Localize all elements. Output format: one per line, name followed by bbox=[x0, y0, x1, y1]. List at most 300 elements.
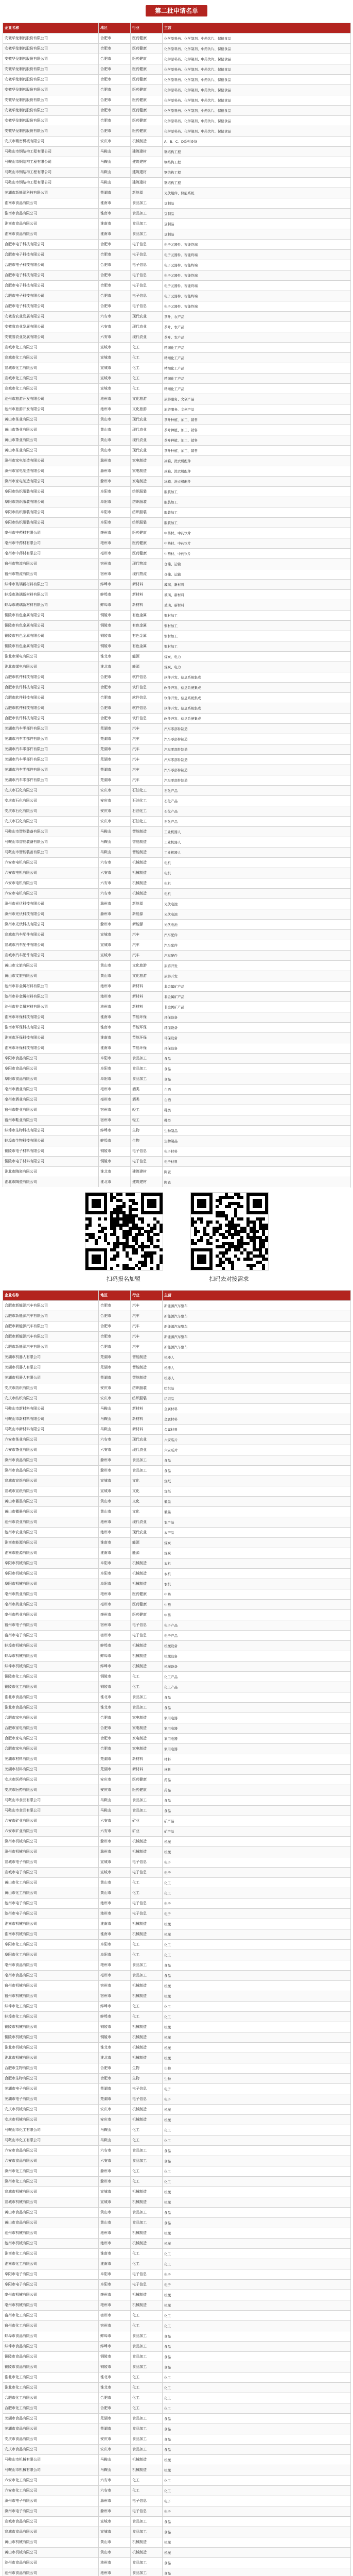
company-name-cell: 合肥市软件科技有限公司 bbox=[3, 714, 99, 724]
table-row bbox=[3, 1352, 351, 1363]
column-header: 主营 bbox=[163, 23, 351, 33]
company-name-cell: 淮北市化工有限公司 bbox=[3, 2383, 99, 2393]
table-row bbox=[3, 2311, 351, 2321]
business-cell: 电子 bbox=[163, 2280, 351, 2290]
company-name-cell: 铜陵市有色金属有限公司 bbox=[3, 621, 99, 631]
region-cell: 合肥市 bbox=[99, 44, 131, 54]
region-cell: 阜阳市 bbox=[99, 518, 131, 528]
company-name-cell: 合肥市软件科技有限公司 bbox=[3, 703, 99, 714]
business-cell: 化学原料药、化学制剂、中药饮片、保健食品 bbox=[163, 95, 351, 106]
table-row bbox=[3, 2269, 351, 2280]
table-row bbox=[3, 1538, 351, 1548]
region-cell: 安庆市 bbox=[99, 137, 131, 147]
company-name-cell: 宿州市机械有限公司 bbox=[3, 1981, 99, 1991]
business-cell: 旅游开发 bbox=[163, 971, 351, 981]
table-row bbox=[3, 1940, 351, 1950]
business-cell: 机械 bbox=[163, 2022, 351, 2032]
business-cell: 六安瓜片 bbox=[163, 1435, 351, 1445]
company-name-cell: 淮南市食品有限公司 bbox=[3, 209, 99, 219]
business-cell: 石化产品 bbox=[163, 796, 351, 806]
industry-cell: 食品加工 bbox=[131, 1466, 163, 1476]
industry-cell: 化工 bbox=[131, 2403, 163, 2414]
table-row bbox=[3, 2331, 351, 2342]
table-row bbox=[3, 281, 351, 291]
industry-cell: 能源 bbox=[131, 652, 163, 662]
business-cell: 食品 bbox=[163, 1692, 351, 1703]
table-row bbox=[3, 1734, 351, 1744]
table-row bbox=[3, 456, 351, 466]
table-row bbox=[3, 2290, 351, 2300]
company-name-cell: 淮南市化工有限公司 bbox=[3, 2249, 99, 2259]
region-cell: 黄山市 bbox=[99, 415, 131, 425]
business-cell: 机械 bbox=[163, 2197, 351, 2208]
table-row bbox=[3, 2063, 351, 2074]
company-name-cell: 淮南市食品有限公司 bbox=[3, 198, 99, 209]
industry-cell: 机械制造 bbox=[131, 2548, 163, 2558]
industry-cell: 电子信息 bbox=[131, 1868, 163, 1878]
industry-cell: 食品加工 bbox=[131, 1692, 163, 1703]
table-row bbox=[3, 580, 351, 590]
table-row bbox=[3, 446, 351, 456]
business-cell: 石化产品 bbox=[163, 806, 351, 817]
company-name-cell: 铜陵市有色金属有限公司 bbox=[3, 611, 99, 621]
business-cell: 非金属矿产品 bbox=[163, 992, 351, 1002]
table-row bbox=[3, 1631, 351, 1641]
table-row bbox=[3, 157, 351, 167]
join-qr-code[interactable] bbox=[85, 1192, 163, 1270]
region-cell: 安庆市 bbox=[99, 806, 131, 817]
industry-cell: 电子信息 bbox=[131, 240, 163, 250]
business-cell: 食品 bbox=[163, 1960, 351, 1971]
region-cell: 合肥市 bbox=[99, 703, 131, 714]
company-name-cell: 宿州市化工有限公司 bbox=[3, 2321, 99, 2331]
business-cell: 化学原料药、化学制剂、中药饮片、保健食品 bbox=[163, 85, 351, 95]
business-cell: 环保设备 bbox=[163, 1033, 351, 1043]
table-row bbox=[3, 1167, 351, 1177]
region-cell: 六安市 bbox=[99, 868, 131, 878]
table-row bbox=[3, 1012, 351, 1023]
business-cell: 光伏电池 bbox=[163, 909, 351, 920]
industry-cell: 化工 bbox=[131, 374, 163, 384]
table-row bbox=[3, 1868, 351, 1878]
table-row bbox=[3, 435, 351, 446]
region-cell: 铜陵市 bbox=[99, 2352, 131, 2362]
company-name-cell: 安徽华龙制药股份有限公司 bbox=[3, 95, 99, 106]
table-row bbox=[3, 1023, 351, 1033]
company-name-cell: 亳州市食品有限公司 bbox=[3, 1960, 99, 1971]
industry-cell: 软件信息 bbox=[131, 672, 163, 683]
company-name-cell: 阜阳市化工有限公司 bbox=[3, 1950, 99, 1960]
company-name-cell: 淮北市机械有限公司 bbox=[3, 2043, 99, 2053]
business-cell: 玻璃、新材料 bbox=[163, 590, 351, 600]
region-cell: 滁州市 bbox=[99, 2506, 131, 2517]
column-header: 企业名称 bbox=[3, 23, 99, 33]
company-name-cell: 宣城市化工有限公司 bbox=[3, 343, 99, 353]
company-name-cell: 阜阳市食品有限公司 bbox=[3, 1064, 99, 1074]
business-cell: 汽车零部件制造 bbox=[163, 744, 351, 755]
company-table bbox=[3, 1290, 351, 2576]
industry-cell: 机械制造 bbox=[131, 1991, 163, 2002]
region-cell: 合肥市 bbox=[99, 33, 131, 44]
table-row bbox=[3, 301, 351, 312]
table-row bbox=[3, 343, 351, 353]
business-cell: 机械 bbox=[163, 2465, 351, 2476]
business-cell: 化工 bbox=[163, 2486, 351, 2496]
industry-cell: 电子信息 bbox=[131, 2506, 163, 2517]
industry-cell: 轻工 bbox=[131, 1105, 163, 1115]
company-name-cell: 安庆市精密机械有限公司 bbox=[3, 137, 99, 147]
table-row bbox=[3, 394, 351, 404]
industry-cell: 能源 bbox=[131, 1548, 163, 1558]
table-row bbox=[3, 54, 351, 64]
business-cell: 食品 bbox=[163, 2445, 351, 2455]
table-row bbox=[3, 209, 351, 219]
company-name-cell: 六安市矿业有限公司 bbox=[3, 1816, 99, 1826]
region-cell: 黄山市 bbox=[99, 2208, 131, 2218]
region-cell: 淮南市 bbox=[99, 1548, 131, 1558]
region-cell: 宣城市 bbox=[99, 2517, 131, 2527]
industry-cell: 现代农业 bbox=[131, 415, 163, 425]
region-cell: 池州市 bbox=[99, 1002, 131, 1012]
company-name-cell: 滁州市电子有限公司 bbox=[3, 2506, 99, 2517]
table-row bbox=[3, 2136, 351, 2146]
company-name-cell: 淮南市环保科技有限公司 bbox=[3, 1012, 99, 1023]
table-row bbox=[3, 2012, 351, 2022]
industry-cell: 医药健康 bbox=[131, 1610, 163, 1620]
industry-cell: 化工 bbox=[131, 353, 163, 363]
region-cell: 合肥市 bbox=[99, 240, 131, 250]
business-cell: 化工 bbox=[163, 1878, 351, 1888]
region-cell: 宣城市 bbox=[99, 2187, 131, 2197]
region-cell: 亳州市 bbox=[99, 1971, 131, 1981]
table-row bbox=[3, 837, 351, 848]
region-cell: 淮北市 bbox=[99, 2372, 131, 2383]
business-cell: 化工 bbox=[163, 2476, 351, 2486]
table-row bbox=[3, 2022, 351, 2032]
table-row bbox=[3, 951, 351, 961]
industry-cell: 有色金属 bbox=[131, 621, 163, 631]
demand-qr-code[interactable] bbox=[190, 1192, 269, 1270]
region-cell: 滁州市 bbox=[99, 920, 131, 930]
industry-cell: 新材料 bbox=[131, 1002, 163, 1012]
business-cell: 工业机器人 bbox=[163, 837, 351, 848]
company-name-cell: 宣城市化工有限公司 bbox=[3, 363, 99, 374]
table-row bbox=[3, 2032, 351, 2043]
business-cell: 冰箱、洗衣机配件 bbox=[163, 466, 351, 477]
industry-cell: 酒类 bbox=[131, 1095, 163, 1105]
table-row bbox=[3, 2486, 351, 2496]
business-cell: 机械设备 bbox=[163, 1651, 351, 1662]
company-name-cell: 马鞍山市化工有限公司 bbox=[3, 2125, 99, 2136]
table-row bbox=[3, 1569, 351, 1579]
region-cell: 淮南市 bbox=[99, 1043, 131, 1054]
business-cell: 机械 bbox=[163, 2032, 351, 2043]
business-cell: 豆制品 bbox=[163, 229, 351, 240]
table-row bbox=[3, 549, 351, 559]
business-cell: 仓储、运输 bbox=[163, 569, 351, 580]
region-cell: 合肥市 bbox=[99, 126, 131, 137]
region-cell: 马鞍山 bbox=[99, 2136, 131, 2146]
table-row bbox=[3, 2424, 351, 2434]
industry-cell: 机械制造 bbox=[131, 858, 163, 868]
region-cell: 滁州市 bbox=[99, 477, 131, 487]
company-name-cell: 马鞍山市钢结构工程有限公司 bbox=[3, 167, 99, 178]
region-cell: 滁州市 bbox=[99, 1455, 131, 1466]
table-row bbox=[3, 85, 351, 95]
region-cell: 马鞍山 bbox=[99, 1795, 131, 1806]
region-cell: 安庆市 bbox=[99, 2434, 131, 2445]
region-cell: 淮南市 bbox=[99, 2249, 131, 2259]
company-name-cell: 铜陵市机械有限公司 bbox=[3, 2022, 99, 2032]
industry-cell: 医药健康 bbox=[131, 116, 163, 126]
table-row bbox=[3, 652, 351, 662]
company-name-cell: 合肥市电子科技有限公司 bbox=[3, 301, 99, 312]
region-cell: 安庆市 bbox=[99, 817, 131, 827]
table-row bbox=[3, 724, 351, 734]
industry-cell: 纺织服装 bbox=[131, 1383, 163, 1394]
table-row bbox=[3, 2372, 351, 2383]
industry-cell: 化工 bbox=[131, 2012, 163, 2022]
table-row bbox=[3, 796, 351, 806]
region-cell: 池州市 bbox=[99, 992, 131, 1002]
region-cell: 滁州市 bbox=[99, 1837, 131, 1847]
business-cell: 食品 bbox=[163, 2424, 351, 2434]
business-cell: 电机 bbox=[163, 878, 351, 889]
business-cell: 玻璃、新材料 bbox=[163, 580, 351, 590]
table-row bbox=[3, 1105, 351, 1115]
industry-cell: 汽车 bbox=[131, 755, 163, 765]
industry-cell: 机械制造 bbox=[131, 1662, 163, 1672]
company-name-cell: 宣城市电子有限公司 bbox=[3, 1857, 99, 1868]
industry-cell: 化工 bbox=[131, 384, 163, 394]
company-name-cell: 合肥市软件科技有限公司 bbox=[3, 683, 99, 693]
table-row bbox=[3, 2403, 351, 2414]
table-row bbox=[3, 1064, 351, 1074]
business-cell: 茶叶种植、加工、销售 bbox=[163, 425, 351, 435]
company-name-cell: 安徽华龙制药股份有限公司 bbox=[3, 33, 99, 44]
business-cell: 化工 bbox=[163, 2249, 351, 2259]
table-row bbox=[3, 1115, 351, 1126]
business-cell: 机械 bbox=[163, 2228, 351, 2239]
industry-cell: 建筑建材 bbox=[131, 1167, 163, 1177]
business-cell: 服装加工 bbox=[163, 497, 351, 507]
industry-cell: 机械制造 bbox=[131, 1837, 163, 1847]
industry-cell: 机械制造 bbox=[131, 1558, 163, 1569]
table-row bbox=[3, 683, 351, 693]
region-cell: 芜湖市 bbox=[99, 2414, 131, 2424]
table-row bbox=[3, 2218, 351, 2228]
business-cell: 白酒 bbox=[163, 1095, 351, 1105]
region-cell: 阜阳市 bbox=[99, 2280, 131, 2290]
company-name-cell: 蚌埠市食品有限公司 bbox=[3, 2331, 99, 2342]
company-name-cell: 蚌埠市化工有限公司 bbox=[3, 2012, 99, 2022]
company-name-cell: 合肥市电子科技有限公司 bbox=[3, 260, 99, 270]
industry-cell: 化工 bbox=[131, 363, 163, 374]
industry-cell: 机械制造 bbox=[131, 2239, 163, 2249]
region-cell: 淮北市 bbox=[99, 1177, 131, 1188]
company-name-cell: 阜阳市机械有限公司 bbox=[3, 1579, 99, 1589]
industry-cell: 文化 bbox=[131, 1486, 163, 1497]
company-name-cell: 安徽省农业发展有限公司 bbox=[3, 312, 99, 322]
company-name-cell: 阜阳市纺织服装有限公司 bbox=[3, 497, 99, 507]
business-cell: 生物 bbox=[163, 2063, 351, 2074]
region-cell: 宣城市 bbox=[99, 1486, 131, 1497]
business-cell: 化学原料药、化学制剂、中药饮片、保健食品 bbox=[163, 54, 351, 64]
industry-cell: 医药健康 bbox=[131, 1589, 163, 1600]
table-row bbox=[3, 703, 351, 714]
business-cell: 纺织品 bbox=[163, 1383, 351, 1394]
business-cell: 中药材、中药饮片 bbox=[163, 528, 351, 538]
table-row bbox=[3, 291, 351, 301]
business-cell: 食品 bbox=[163, 1054, 351, 1064]
table-row bbox=[3, 167, 351, 178]
region-cell: 合肥市 bbox=[99, 64, 131, 75]
business-cell: 食品 bbox=[163, 2146, 351, 2156]
industry-cell: 电子信息 bbox=[131, 2280, 163, 2290]
table-row bbox=[3, 1095, 351, 1105]
industry-cell: 节能环保 bbox=[131, 1043, 163, 1054]
region-cell: 六安市 bbox=[99, 322, 131, 332]
region-cell: 芜湖市 bbox=[99, 1352, 131, 1363]
industry-cell: 纺织服装 bbox=[131, 518, 163, 528]
business-cell: 电子 bbox=[163, 1857, 351, 1868]
industry-cell: 电子信息 bbox=[131, 291, 163, 301]
company-name-cell: 铜陵市机械有限公司 bbox=[3, 2032, 99, 2043]
company-name-cell: 池州市电子有限公司 bbox=[3, 1909, 99, 1919]
business-cell: 旅游服务、文创产品 bbox=[163, 404, 351, 415]
industry-cell: 建筑建材 bbox=[131, 147, 163, 157]
table-row bbox=[3, 1002, 351, 1012]
industry-cell: 新材料 bbox=[131, 600, 163, 611]
table-row bbox=[3, 734, 351, 744]
business-cell: 化工 bbox=[163, 2125, 351, 2136]
industry-cell: 新材料 bbox=[131, 1425, 163, 1435]
region-cell: 黄山市 bbox=[99, 2548, 131, 2558]
industry-cell: 电子信息 bbox=[131, 2269, 163, 2280]
table-row bbox=[3, 1579, 351, 1589]
region-cell: 滁州市 bbox=[99, 2177, 131, 2187]
company-name-cell: 宿州市物流有限公司 bbox=[3, 569, 99, 580]
table-row bbox=[3, 1074, 351, 1084]
business-cell: 精细化工产品 bbox=[163, 343, 351, 353]
industry-cell: 生物 bbox=[131, 2074, 163, 2084]
region-cell: 六安市 bbox=[99, 2156, 131, 2166]
table-row bbox=[3, 487, 351, 497]
business-cell: 机械 bbox=[163, 1837, 351, 1847]
region-cell: 宿州市 bbox=[99, 569, 131, 580]
business-cell: 食品 bbox=[163, 1466, 351, 1476]
table-row bbox=[3, 1816, 351, 1826]
industry-cell: 机械制造 bbox=[131, 2197, 163, 2208]
industry-cell: 文化 bbox=[131, 1476, 163, 1486]
table-row bbox=[3, 229, 351, 240]
region-cell: 宿州市 bbox=[99, 1991, 131, 2002]
company-name-cell: 淮南市能源有限公司 bbox=[3, 1548, 99, 1558]
region-cell: 宣城市 bbox=[99, 951, 131, 961]
company-name-cell: 安庆市石化有限公司 bbox=[3, 817, 99, 827]
company-name-cell: 淮南市机械有限公司 bbox=[3, 1929, 99, 1940]
region-cell: 安庆市 bbox=[99, 2115, 131, 2125]
industry-cell: 智能制造 bbox=[131, 1363, 163, 1373]
region-cell: 宿州市 bbox=[99, 559, 131, 569]
industry-cell: 机械制造 bbox=[131, 1919, 163, 1929]
company-name-cell: 滁州市家电制造有限公司 bbox=[3, 456, 99, 466]
business-cell: 电子 bbox=[163, 2269, 351, 2280]
region-cell: 铜陵市 bbox=[99, 1672, 131, 1682]
company-name-cell: 合肥市家电有限公司 bbox=[3, 1744, 99, 1754]
table-row bbox=[3, 2527, 351, 2537]
region-cell: 宣城市 bbox=[99, 1868, 131, 1878]
industry-cell: 家电制造 bbox=[131, 456, 163, 466]
company-name-cell: 池州市电子有限公司 bbox=[3, 1899, 99, 1909]
industry-cell: 机械制造 bbox=[131, 1847, 163, 1857]
business-cell: 铜材加工 bbox=[163, 641, 351, 652]
table-row bbox=[3, 1857, 351, 1868]
industry-cell: 现代农业 bbox=[131, 1528, 163, 1538]
table-row bbox=[3, 2002, 351, 2012]
industry-cell: 机械制造 bbox=[131, 2537, 163, 2548]
business-cell: 软件开发、信息系统集成 bbox=[163, 703, 351, 714]
business-cell: 机械 bbox=[163, 2105, 351, 2115]
business-cell: 化学原料药、化学制剂、中药饮片、保健食品 bbox=[163, 33, 351, 44]
company-name-cell: 池州市非金属材料有限公司 bbox=[3, 1002, 99, 1012]
company-name-cell: 滁州市化工有限公司 bbox=[3, 2166, 99, 2177]
region-cell: 阜阳市 bbox=[99, 1569, 131, 1579]
table-row bbox=[3, 1888, 351, 1899]
company-name-cell: 池州市食品有限公司 bbox=[3, 2558, 99, 2568]
business-cell: 化工 bbox=[163, 2002, 351, 2012]
region-cell: 安庆市 bbox=[99, 2445, 131, 2455]
region-cell: 合肥市 bbox=[99, 95, 131, 106]
company-name-cell: 宣城市汽车配件有限公司 bbox=[3, 951, 99, 961]
company-name-cell: 亳州市中药材有限公司 bbox=[3, 528, 99, 538]
region-cell: 马鞍山 bbox=[99, 837, 131, 848]
company-name-cell: 宣城市机械有限公司 bbox=[3, 2197, 99, 2208]
industry-cell: 食品加工 bbox=[131, 209, 163, 219]
company-name-cell: 宿州市鞋业有限公司 bbox=[3, 1105, 99, 1115]
table-row bbox=[3, 1713, 351, 1723]
industry-cell: 医药健康 bbox=[131, 538, 163, 549]
table-row bbox=[3, 507, 351, 518]
region-cell: 马鞍山 bbox=[99, 1404, 131, 1414]
business-cell: 食品 bbox=[163, 2362, 351, 2372]
business-cell: 化学原料药、化学制剂、中药饮片、保健食品 bbox=[163, 44, 351, 54]
company-name-cell: 铜陵市电子材料有限公司 bbox=[3, 1157, 99, 1167]
industry-cell: 医药健康 bbox=[131, 1775, 163, 1785]
table-row bbox=[3, 528, 351, 538]
region-cell: 芜湖市 bbox=[99, 734, 131, 744]
table-row bbox=[3, 2342, 351, 2352]
industry-cell: 新材料 bbox=[131, 1765, 163, 1775]
company-name-cell: 合肥市电子科技有限公司 bbox=[3, 270, 99, 281]
region-cell: 淮北市 bbox=[99, 662, 131, 672]
table-row bbox=[3, 1332, 351, 1342]
table-row bbox=[3, 2465, 351, 2476]
business-cell: 陶瓷 bbox=[163, 1177, 351, 1188]
industry-cell: 汽车 bbox=[131, 1342, 163, 1352]
table-row bbox=[3, 2434, 351, 2445]
industry-cell: 文化 bbox=[131, 1497, 163, 1507]
region-cell: 阜阳市 bbox=[99, 497, 131, 507]
business-cell: 生物制品 bbox=[163, 1136, 351, 1146]
industry-cell: 建筑建材 bbox=[131, 1177, 163, 1188]
company-name-cell: 黄山市机械有限公司 bbox=[3, 2548, 99, 2558]
company-name-cell: 亳州市中药材有限公司 bbox=[3, 538, 99, 549]
business-cell: 电机 bbox=[163, 868, 351, 878]
table-row bbox=[3, 909, 351, 920]
company-name-cell: 芜湖市材料有限公司 bbox=[3, 1754, 99, 1765]
company-name-cell: 亳州市酒业有限公司 bbox=[3, 1095, 99, 1105]
